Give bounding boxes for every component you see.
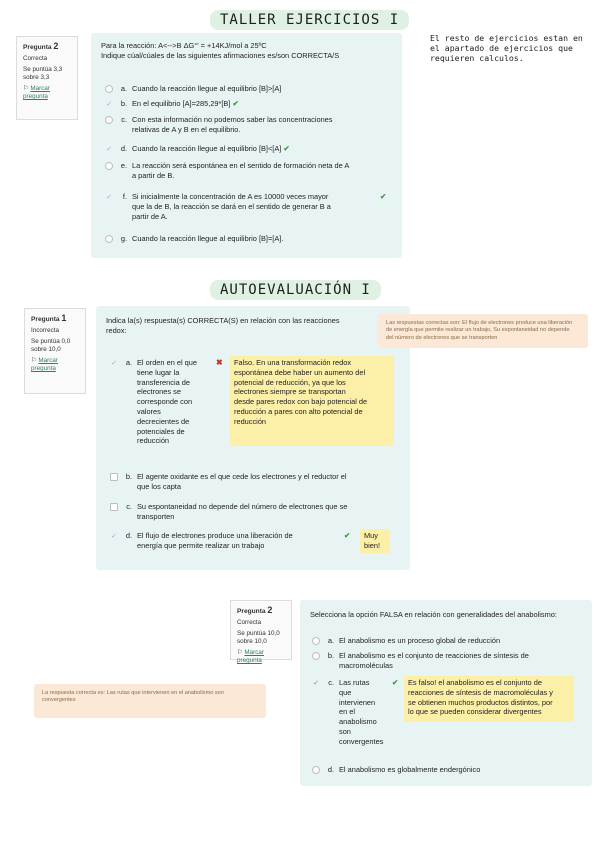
option-d[interactable]: ✓ d. El flujo de electrones produce una liberación de energía que permite realizar un trabajo bbox=[111, 531, 293, 550]
option-f[interactable]: ✓ f. Si inicialmente la concentración de A es 10000 veces mayor que la de B, la reacción se dará en el sentido de generar B a partir de A. ✔ bbox=[106, 192, 387, 221]
flag-icon: ⚐ bbox=[31, 357, 37, 364]
correct-answer-banner-auto2: La respuesta correcta es: Las rutas que intervienen en el anabolismo son convergentes bbox=[34, 684, 266, 718]
question-box-auto1 bbox=[96, 306, 410, 570]
radio-button[interactable] bbox=[312, 652, 320, 660]
correct-answer-banner-auto1: Las respuestas correctas son: El flujo de electrones produce una liberación de energía que permite realizar un trabajo, Su espontaneidad no depende del número de electrones que se transporten bbox=[378, 314, 588, 348]
option-a[interactable]: a. El anabolismo es un proceso global de reducción bbox=[312, 636, 500, 646]
option-c[interactable]: c. Con esta información no podemos saber las concentraciones relativas de A y B en el equilibrio. bbox=[105, 115, 332, 135]
question-number: Pregunta 1 bbox=[31, 313, 67, 323]
option-b[interactable]: b. El agente oxidante es el que cede los electrones y el reductor el que los capta bbox=[110, 472, 347, 492]
question-prompt: Selecciona la opción FALSA en relación con generalidades del anabolismo: bbox=[310, 610, 557, 619]
option-d[interactable]: d. El anabolismo es globalmente endergónico bbox=[312, 765, 480, 775]
radio-button[interactable] bbox=[312, 766, 320, 774]
checked-mark-icon: ✓ bbox=[106, 146, 112, 153]
feedback-option-c: Es falso! el anabolismo es el conjunto de reacciones de síntesis de macromoléculas y se obtienen muchos productos distintos, por lo que se pueden considerar divergentes bbox=[404, 676, 574, 722]
question-status: Correcta bbox=[23, 55, 48, 62]
option-b[interactable]: b. El anabolismo es el conjunto de reacciones de síntesis de macromoléculas bbox=[312, 651, 529, 671]
heading-taller-ejercicios: TALLER EJERCICIOS I bbox=[210, 10, 409, 30]
option-e[interactable]: e. La reacción será espontánea en el sentido de formación neta de A a partir de B. bbox=[105, 161, 349, 181]
correct-check-icon: ✔ bbox=[380, 192, 387, 201]
flag-icon: ⚐ bbox=[237, 649, 243, 656]
flag-question-link[interactable]: ⚐ Marcar pregunta bbox=[23, 85, 50, 100]
checked-mark-icon: ✓ bbox=[106, 194, 112, 201]
feedback-option-a: Falso. En una transformación redox espontánea debe haber un aumento del potencial de reducción, ya que los electrones siempre se transportan desde pares redox con bajo potencial de reducción a pares con alto potencial de reducción bbox=[230, 356, 394, 446]
option-g[interactable]: g. Cuando la reacción llegue al equilibrio [B]=[A]. bbox=[105, 234, 283, 244]
checkbox[interactable] bbox=[110, 503, 118, 511]
question-info-auto2: Pregunta 2 Correcta Se puntúa 10,0 sobre 10,0 ⚐ Marcar pregunta bbox=[230, 600, 292, 660]
correct-check-icon: ✔ bbox=[283, 144, 290, 153]
checked-mark-icon: ✓ bbox=[111, 533, 117, 540]
flag-question-link[interactable]: ⚐ Marcar pregunta bbox=[237, 649, 264, 664]
checkbox[interactable] bbox=[110, 473, 118, 481]
heading-autoevaluacion: AUTOEVALUACIÓN I bbox=[210, 280, 381, 300]
checkbox[interactable] bbox=[105, 85, 113, 93]
option-a[interactable]: a. Cuando la reacción llegue al equilibrio [B]>[A] bbox=[105, 84, 281, 94]
question-number: Pregunta 2 bbox=[237, 605, 273, 615]
handwritten-note: El resto de ejercicios estan en el apartado de ejercicios que requieren calculos. bbox=[430, 33, 583, 63]
incorrect-cross-icon: ✖ bbox=[216, 358, 223, 367]
checkbox[interactable] bbox=[105, 162, 113, 170]
checked-mark-icon: ✓ bbox=[111, 360, 117, 367]
option-c[interactable]: c. Su espontaneidad no depende del número de electrones que se transporten bbox=[110, 502, 347, 522]
question-box-taller bbox=[91, 33, 402, 258]
checked-mark-icon: ✓ bbox=[106, 101, 112, 108]
question-number: Pregunta 2 bbox=[23, 41, 59, 51]
question-prompt: Indica la(s) respuesta(s) CORRECTA(S) en relación con las reacciones redox: bbox=[106, 316, 340, 335]
checkbox[interactable] bbox=[105, 116, 113, 124]
feedback-option-d: Muy bien! bbox=[360, 529, 390, 553]
option-c[interactable]: ✓ c. Las rutas que intervienen en el anabolismo son convergentes bbox=[313, 678, 384, 746]
flag-question-link[interactable]: ⚐ Marcar pregunta bbox=[31, 357, 58, 372]
question-prompt: Para la reacción: A<-->B ΔG°' = +14KJ/mol a 25ºC Indique cúal/cúales de las siguientes afirmaciones es/son CORRECTA/S bbox=[101, 41, 340, 60]
question-info-taller: Pregunta 2 Correcta Se puntúa 3,3 sobre 3,3 ⚐ Marcar pregunta bbox=[16, 36, 78, 120]
flag-icon: ⚐ bbox=[23, 85, 29, 92]
question-info-auto1: Pregunta 1 Incorrecta Se puntúa 0,0 sobre 10,0 ⚐ Marcar pregunta bbox=[24, 308, 86, 394]
checkbox[interactable] bbox=[105, 235, 113, 243]
correct-check-icon: ✔ bbox=[232, 99, 239, 108]
question-box-auto2 bbox=[300, 600, 592, 786]
correct-check-icon: ✔ bbox=[392, 678, 399, 687]
option-b[interactable]: ✓ b. En el equilibrio [A]=285,29*[B] ✔ bbox=[106, 99, 239, 108]
question-status: Incorrecta bbox=[31, 327, 59, 334]
radio-button[interactable] bbox=[312, 637, 320, 645]
option-a[interactable]: ✓ a. El orden en el que tiene lugar la transferencia de electrones se corresponde con valores decrecientes de potenciales de reducción bbox=[111, 358, 197, 446]
question-status: Correcta bbox=[237, 619, 262, 626]
option-d[interactable]: ✓ d. Cuando la reacción llegue al equilibrio [B]<[A] ✔ bbox=[106, 144, 290, 153]
selected-radio-icon: ✓ bbox=[313, 680, 319, 687]
correct-check-icon: ✔ bbox=[344, 531, 351, 540]
